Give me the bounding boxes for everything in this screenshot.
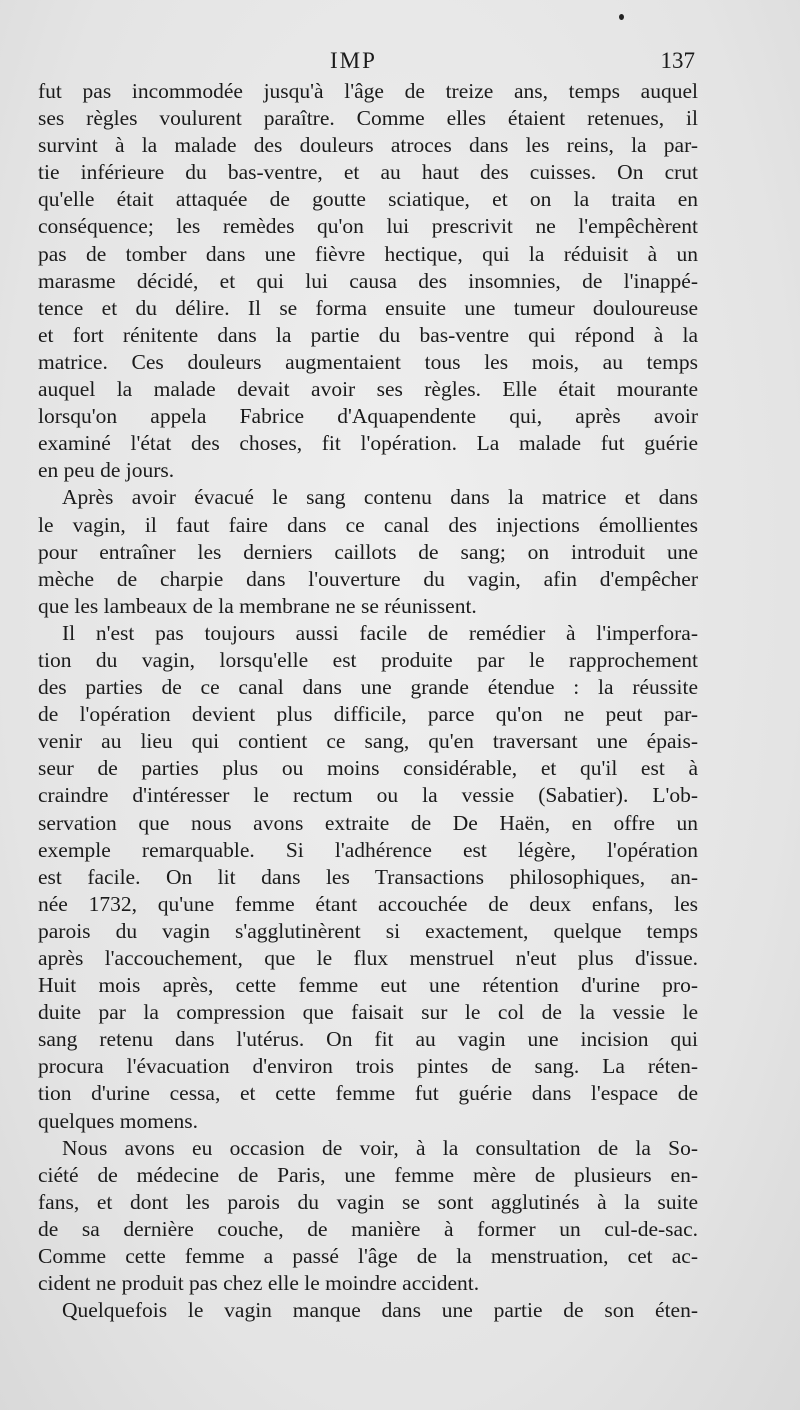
text-line: pas de tomber dans une fièvre hectique, qui la réduisit à un bbox=[38, 241, 698, 266]
text-line: tie inférieure du bas-ventre, et au haut des cuisses. On crut bbox=[38, 160, 698, 185]
text-line: pour entraîner les derniers caillots de sang; on introduit une bbox=[38, 539, 698, 564]
text-line: procura l'évacuation d'environ trois pintes de sang. La réten- bbox=[38, 1054, 698, 1079]
text-line: marasme décidé, et qui lui causa des insomnies, de l'inappé- bbox=[38, 268, 698, 293]
text-line: matrice. Ces douleurs augmentaient tous les mois, au temps bbox=[38, 349, 698, 374]
text-line: craindre d'intéresser le rectum ou la vessie (Sabatier). L'ob- bbox=[38, 783, 698, 808]
paragraph-first-line: Il n'est pas toujours aussi facile de remédier à l'imperfora- bbox=[62, 620, 698, 645]
text-line: seur de parties plus ou moins considérable, et qu'il est à bbox=[38, 756, 698, 781]
running-head: IMP bbox=[330, 48, 377, 73]
text-line: et fort rénitente dans la partie du bas-ventre qui répond à la bbox=[38, 322, 698, 347]
text-line: duite par la compression que faisait sur le col de la vessie le bbox=[38, 1000, 698, 1025]
page-number: 137 bbox=[660, 48, 695, 73]
paragraph-first-line: Après avoir évacué le sang contenu dans la matrice et dans bbox=[62, 485, 698, 510]
text-line: Comme cette femme a passé l'âge de la menstruation, cet ac- bbox=[38, 1244, 698, 1269]
text-line: qu'elle était attaquée de goutte sciatique, et on la traita en bbox=[38, 187, 698, 212]
text-line: ciété de médecine de Paris, une femme mère de plusieurs en- bbox=[38, 1162, 698, 1187]
text-line: ses règles voulurent paraître. Comme elles étaient retenues, il bbox=[38, 106, 698, 131]
text-line: fans, et dont les parois du vagin se sont agglutinés à la suite bbox=[38, 1189, 698, 1214]
ink-speck bbox=[619, 14, 624, 20]
text-line: de sa dernière couche, de manière à former un cul-de-sac. bbox=[38, 1216, 698, 1241]
page-header bbox=[40, 48, 695, 78]
text-line: sang retenu dans l'utérus. On fit au vagin une incision qui bbox=[38, 1027, 698, 1052]
text-line: exemple remarquable. Si l'adhérence est légère, l'opération bbox=[38, 837, 698, 862]
text-line: en peu de jours. bbox=[38, 458, 175, 483]
text-line: examiné l'état des choses, fit l'opération. La malade fut guérie bbox=[38, 431, 698, 456]
text-line: survint à la malade des douleurs atroces dans les reins, la par- bbox=[38, 133, 698, 158]
text-line: venir au lieu qui contient ce sang, qu'en traversant une épais- bbox=[38, 729, 698, 754]
text-line: que les lambeaux de la membrane ne se réunissent. bbox=[38, 593, 477, 618]
text-line: est facile. On lit dans les Transactions philosophiques, an- bbox=[38, 864, 698, 889]
text-line: des parties de ce canal dans une grande étendue : la réussite bbox=[38, 675, 698, 700]
text-line: tence et du délire. Il se forma ensuite une tumeur douloureuse bbox=[38, 295, 698, 320]
text-line: tion du vagin, lorsqu'elle est produite par le rapprochement bbox=[38, 647, 698, 672]
text-line: parois du vagin s'agglutinèrent si exactement, quelque temps bbox=[38, 918, 698, 943]
text-line: mèche de charpie dans l'ouverture du vagin, afin d'empêcher bbox=[38, 566, 698, 591]
text-line: après l'accouchement, que le flux menstruel n'eut plus d'issue. bbox=[38, 946, 698, 970]
text-line: cident ne produit pas chez elle le moindre accident. bbox=[38, 1271, 480, 1296]
paragraph-first-line: Nous avons eu occasion de voir, à la consultation de la So- bbox=[62, 1135, 698, 1160]
text-line: quelques momens. bbox=[38, 1108, 199, 1133]
text-line: née 1732, qu'une femme étant accouchée de deux enfans, les bbox=[38, 891, 698, 916]
text-line: conséquence; les remèdes qu'on lui prescrivit ne l'empêchèrent bbox=[38, 214, 698, 239]
text-line: fut pas incommodée jusqu'à l'âge de treize ans, temps auquel bbox=[38, 79, 698, 103]
text-line: Huit mois après, cette femme eut une rétention d'urine pro- bbox=[38, 973, 698, 998]
text-line: tion d'urine cessa, et cette femme fut guérie dans l'espace de bbox=[38, 1081, 698, 1106]
text-line: lorsqu'on appela Fabrice d'Aquapendente qui, après avoir bbox=[38, 404, 698, 429]
text-line: auquel la malade devait avoir ses règles. Elle était mourante bbox=[38, 377, 698, 402]
body-text bbox=[38, 78, 698, 1324]
text-line: servation que nous avons extraite de De Haën, en offre un bbox=[38, 810, 698, 835]
text-line: de l'opération devient plus difficile, parce qu'on ne peut par- bbox=[38, 702, 698, 727]
paragraph-first-line: Quelquefois le vagin manque dans une partie de son éten- bbox=[62, 1298, 698, 1323]
text-line: le vagin, il faut faire dans ce canal des injections émollientes bbox=[38, 512, 698, 537]
